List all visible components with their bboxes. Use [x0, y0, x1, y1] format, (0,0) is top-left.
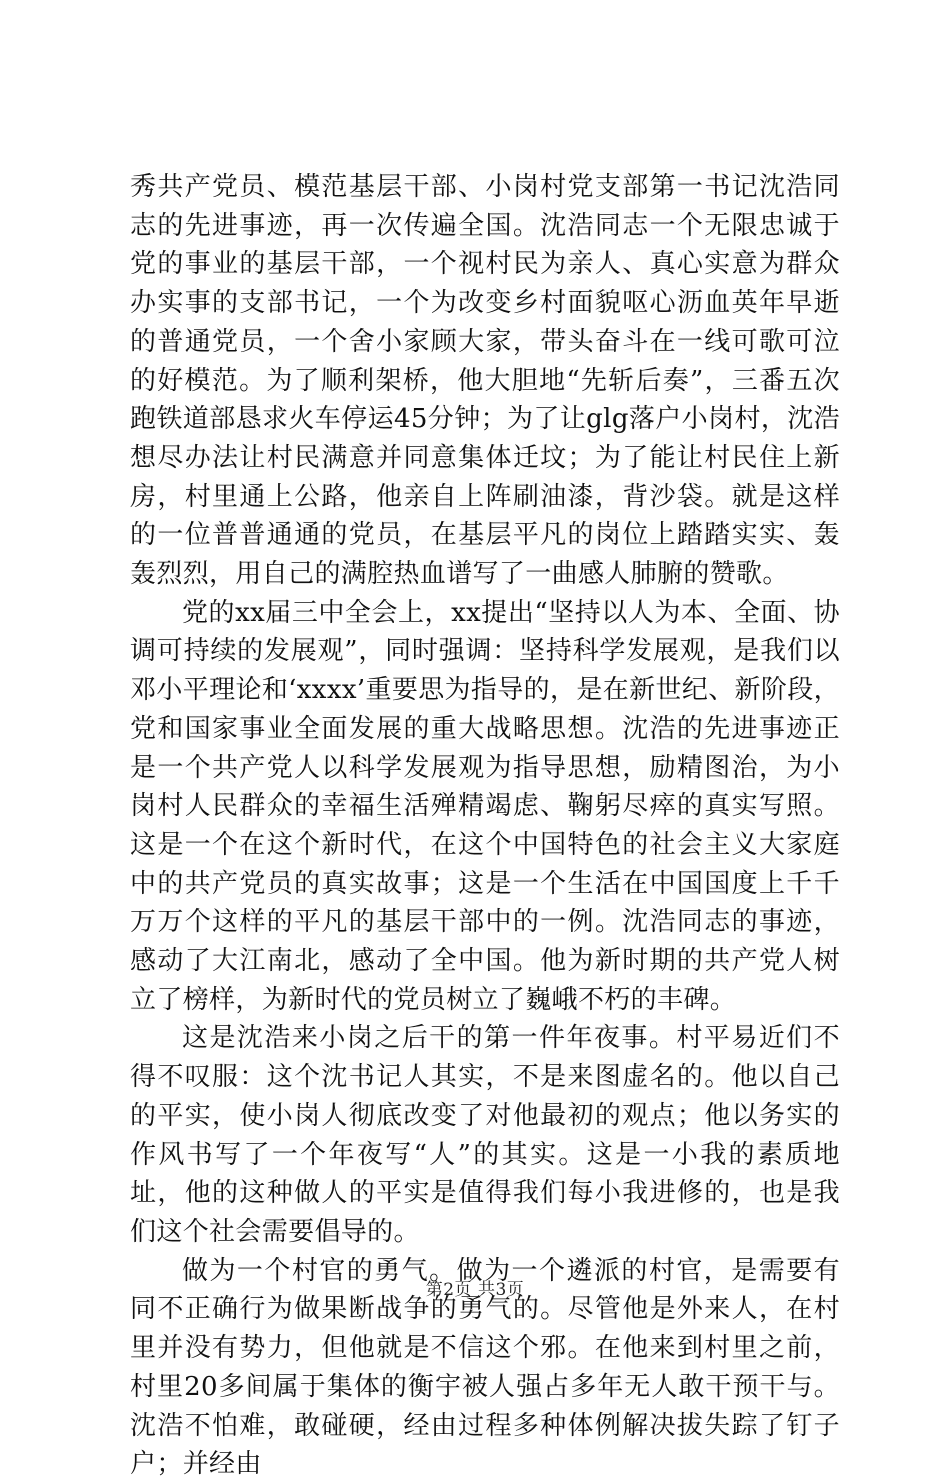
paragraph-4: 做为一个村官的勇气。做为一个遴派的村官，是需要有同不正确行为做果断战争的勇气的。尽管他是外来人，在村里并没有势力，但他就是不信这个邪。在他来到村里之前，村里20多间属于集体的衡宇被人强占多年无人敢干预干与。沈浩不怕难，敢碰硬，经由过程多种体例解决拔失踪了钉子户；并经由 [130, 1255, 840, 1480]
page-number: 第2页 共3页 [425, 1280, 525, 1300]
page-footer [0, 1275, 950, 1300]
paragraph-2: 党的xx届三中全会上，xx提出“坚持以人为本、全面、协调可持续的发展观”，同时强调：坚持科学发展观，是我们以邓小平理论和‘xxxx’重要思为指导的，是在新世纪、新阶段，党和国家事业全面发展的重大战略思想。沈浩的先进事迹正是一个共产党人以科学发展观为指导思想，励精图治，为小岗村人民群众的幸福生活殚精竭虑、鞠躬尽瘁的真实写照。这是一个在这个新时代，在这个中国特色的社会主义大家庭中的共产党员的真实故事；这是一个生活在中国国度上千千万万个这样的平凡的基层干部中的一例。沈浩同志的事迹，感动了大江南北，感动了全中国。他为新时期的共产党人树立了榜样，为新时代的党员树立了巍峨不朽的丰碑。 [130, 597, 840, 1015]
paragraph-1: 秀共产党员、模范基层干部、小岗村党支部第一书记沈浩同志的先进事迹，再一次传遍全国。沈浩同志一个无限忠诚于党的事业的基层干部，一个视村民为亲人、真心实意为群众办实事的支部书记，一个为改变乡村面貌呕心沥血英年早逝的普通党员，一个舍小家顾大家，带头奋斗在一线可歌可泣的好模范。为了顺利架桥，他大胆地“先斩后奏”，三番五次跑铁道部恳求火车停运45分钟；为了让glg落户小岗村，沈浩想尽办法让村民满意并同意集体迁坟；为了能让村民住上新房，村里通上公路，他亲自上阵刷油漆，背沙袋。就是这样的一位普普通通的党员，在基层平凡的岗位上踏踏实实、轰轰烈烈，用自己的满腔热血谱写了一曲感人肺腑的赞歌。 [130, 172, 840, 590]
paragraph-3: 这是沈浩来小岗之后干的第一件年夜事。村平易近们不得不叹服：这个沈书记人其实，不是来图虚名的。他以自己的平实，使小岗人彻底改变了对他最初的观点；他以务实的作风书写了一个年夜写“人”的其实。这是一小我的素质地址，他的这种做人的平实是值得我们每小我进修的，也是我们这个社会需要倡导的。 [130, 1023, 840, 1247]
